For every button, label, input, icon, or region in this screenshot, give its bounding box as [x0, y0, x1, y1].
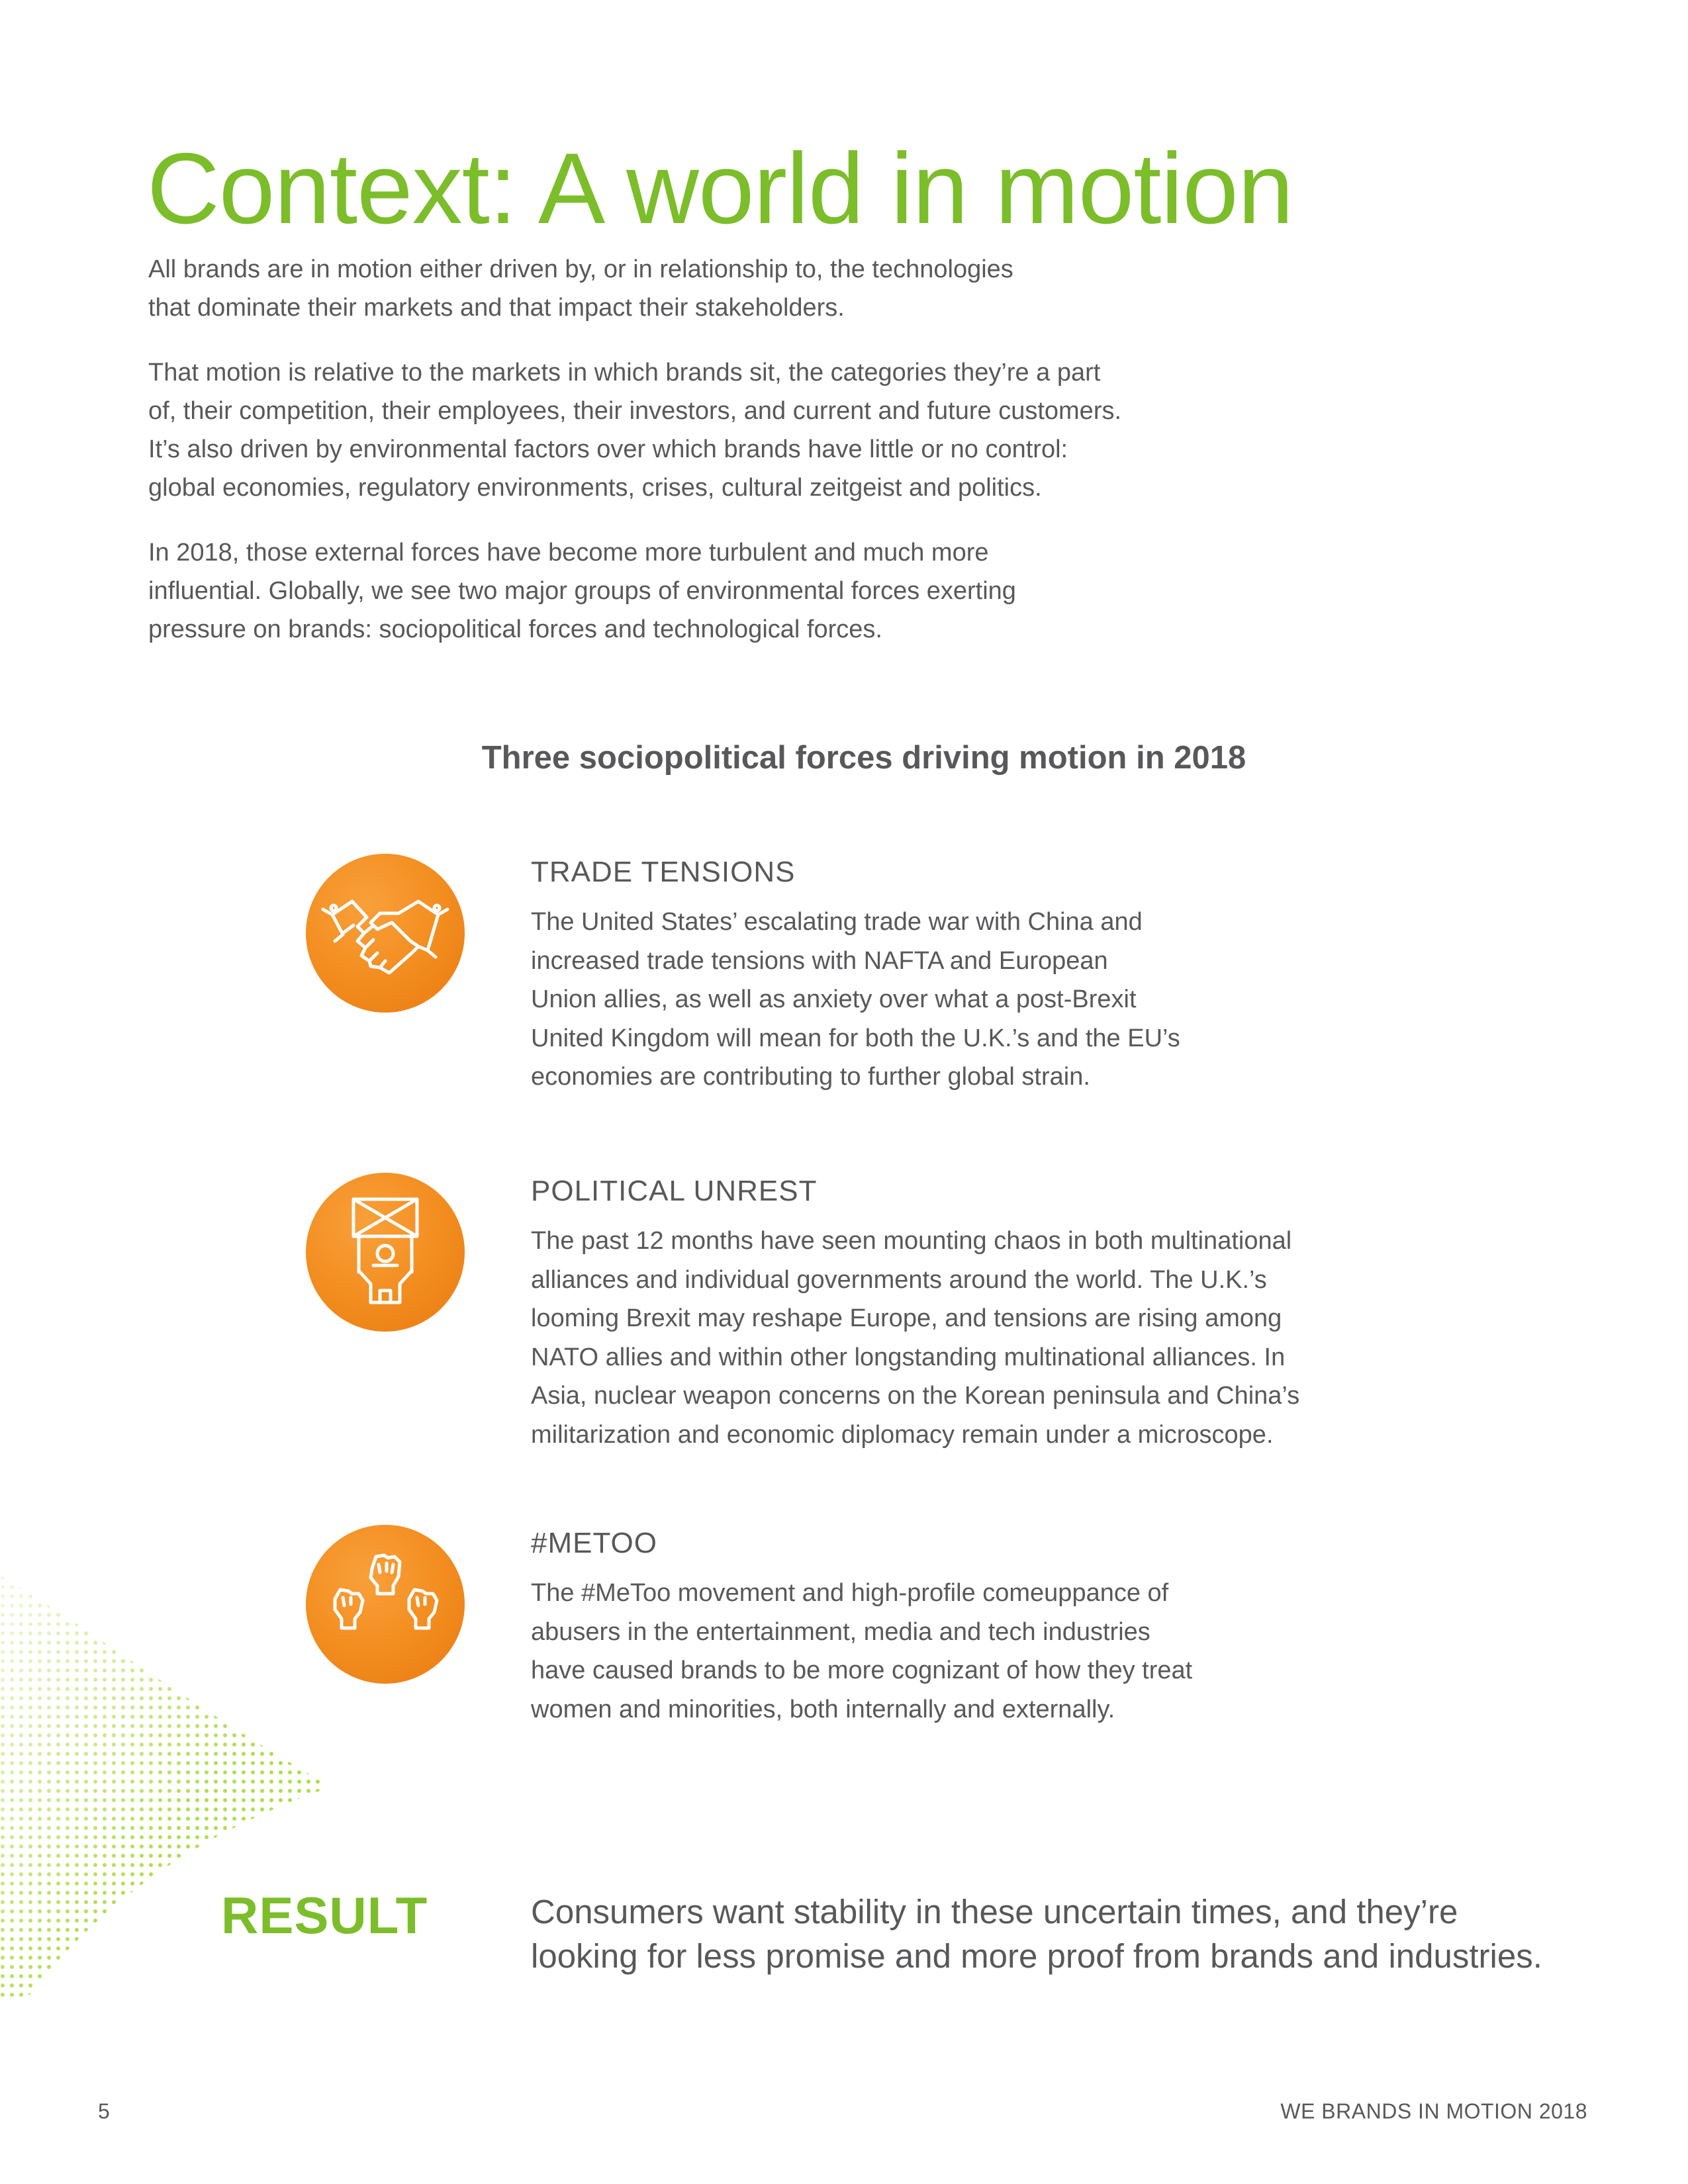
- result-text: Consumers want stability in these uncertain times, and they’re looking for less promise and more proof from brands and industries.: [531, 1893, 1542, 1975]
- raised-fists-icon: [306, 1525, 465, 1684]
- footer-publication-title: WE BRANDS IN MOTION 2018: [1280, 2099, 1587, 2123]
- result-label: RESULT: [221, 1886, 428, 1944]
- protester-sign-icon: [306, 1173, 465, 1332]
- force-title: TRADE TENSIONS: [531, 856, 796, 888]
- page-title: Context: A world in motion: [147, 132, 1293, 245]
- intro-paragraph: All brands are in motion either driven by, or in relationship to, the technologies that dominate their markets and that impact their stakeholders.: [148, 255, 1013, 322]
- force-description: The United States’ escalating trade war with China and increased trade tensions with NAFTA and European Union allies, as well as anxiety over what a post-Brexit United Kingdom will mean for both the U.K.’s and the EU’s economies are contributing to further global strain.: [531, 908, 1180, 1091]
- section-heading: Three sociopolitical forces driving motion in 2018: [481, 740, 1246, 776]
- force-title: #METOO: [531, 1527, 658, 1559]
- intro-paragraph: That motion is relative to the markets in which brands sit, the categories they’re a part of, their competition, their employees, their investors, and current and future customers. It’s also driven by environmental factors over which brands have little or no control: global economies, regulatory environments, crises, cultural zeitgeist and politics.: [148, 359, 1122, 502]
- intro-paragraph: In 2018, those external forces have become more turbulent and much more influential. Globally, we see two major groups of environmental forces exerting pressure on brands: sociopolitical forces and technological forces.: [148, 539, 1016, 643]
- handshake-icon: [306, 854, 465, 1013]
- force-description: The past 12 months have seen mounting chaos in both multinational alliances and individual governments around the world. The U.K.’s looming Brexit may reshape Europe, and tensions are rising among NATO allies and within other longstanding multinational alliances. In Asia, nuclear weapon concerns on the Korean peninsula and China’s militarization and economic diplomacy remain under a microscope.: [531, 1227, 1300, 1449]
- force-description: The #MeToo movement and high-profile comeuppance of abusers in the entertainment, media and tech industries have caused brands to be more cognizant of how they treat women and minorities, both internally and externally.: [531, 1579, 1193, 1723]
- page-number: 5: [98, 2099, 110, 2123]
- force-title: POLITICAL UNREST: [531, 1175, 818, 1207]
- intro-text: [148, 250, 1340, 675]
